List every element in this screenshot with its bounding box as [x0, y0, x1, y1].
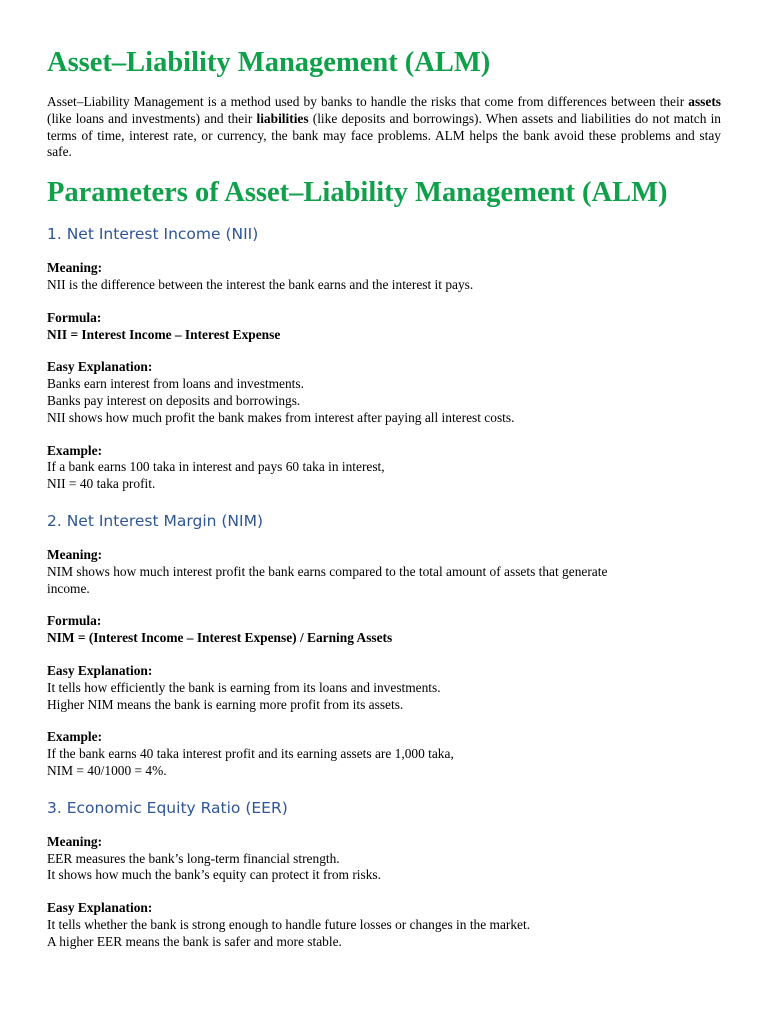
example-label: Example:	[47, 442, 103, 458]
formula-text: NIM = (Interest Income – Interest Expense) / Earning Assets	[47, 630, 393, 646]
section-heading-nii: 1. Net Interest Income (NII)	[47, 225, 259, 244]
explanation-line: It tells whether the bank is strong enough to handle future losses or changes in the market.	[47, 916, 531, 932]
explanation-line: Banks pay interest on deposits and borrowings.	[47, 392, 301, 408]
meaning-label: Meaning:	[47, 546, 103, 562]
formula-label: Formula:	[47, 613, 102, 629]
eer-easy-explanation	[47, 900, 721, 950]
example-line: If the bank earns 40 taka interest profit and its earning assets are 1,000 taka,	[47, 746, 454, 762]
parameters-title: Parameters of Asset–Liability Management (ALM)	[47, 177, 668, 209]
easy-explanation-label: Easy Explanation:	[47, 662, 153, 678]
nii-example	[47, 443, 721, 493]
easy-explanation-label: Easy Explanation:	[47, 359, 153, 375]
example-line: If a bank earns 100 taka in interest and pays 60 taka in interest,	[47, 459, 385, 475]
nii-meaning	[47, 260, 721, 294]
example-line: NII = 40 taka profit.	[47, 476, 156, 492]
formula-label: Formula:	[47, 309, 102, 325]
page-title: Asset–Liability Management (ALM)	[47, 47, 491, 78]
meaning-text: NII is the difference between the interest the bank earns and the interest it pays.	[47, 276, 474, 292]
explanation-line: A higher EER means the bank is safer and more stable.	[47, 933, 342, 949]
explanation-line: It tells how efficiently the bank is earning from its loans and investments.	[47, 679, 441, 695]
intro-assets-term: assets	[688, 94, 721, 109]
explanation-line: Banks earn interest from loans and investments.	[47, 376, 304, 392]
intro-text-3: (like deposits and borrowings). When assets and liabilities do not match in terms of time, interest rate, or currency, the bank may face problems. ALM helps the bank avoid these problems and stay safe.	[47, 110, 721, 160]
intro-text-2: (like loans and investments) and their	[47, 110, 257, 126]
meaning-text: income.	[47, 580, 90, 596]
eer-meaning	[47, 834, 721, 884]
meaning-text: NIM shows how much interest profit the bank earns compared to the total amount of assets that generate	[47, 563, 608, 579]
nim-easy-explanation	[47, 663, 721, 713]
example-label: Example:	[47, 729, 103, 745]
section-heading-nim: 2. Net Interest Margin (NIM)	[47, 511, 264, 530]
nim-formula	[47, 613, 721, 647]
easy-explanation-label: Easy Explanation:	[47, 900, 153, 916]
formula-text: NII = Interest Income – Interest Expense	[47, 326, 281, 342]
nim-meaning	[47, 547, 721, 597]
explanation-line: NII shows how much profit the bank makes from interest after paying all interest costs.	[47, 409, 515, 425]
intro-paragraph	[47, 94, 721, 161]
section-nii	[47, 224, 721, 493]
nii-formula	[47, 310, 721, 344]
section-nim	[47, 511, 721, 780]
nim-example	[47, 729, 721, 779]
intro-liabilities-term: liabilities	[256, 110, 309, 126]
nii-easy-explanation	[47, 359, 721, 426]
meaning-label: Meaning:	[47, 833, 103, 849]
meaning-label: Meaning:	[47, 260, 103, 276]
section-eer	[47, 798, 721, 951]
section-heading-eer: 3. Economic Equity Ratio (EER)	[47, 798, 288, 817]
meaning-text: EER measures the bank’s long-term financial strength.	[47, 850, 340, 866]
meaning-text: It shows how much the bank’s equity can protect it from risks.	[47, 867, 381, 883]
explanation-line: Higher NIM means the bank is earning more profit from its assets.	[47, 696, 404, 712]
intro-text-1: Asset–Liability Management is a method used by banks to handle the risks that come from differences between their	[47, 94, 689, 109]
example-line: NIM = 40/1000 = 4%.	[47, 762, 167, 778]
